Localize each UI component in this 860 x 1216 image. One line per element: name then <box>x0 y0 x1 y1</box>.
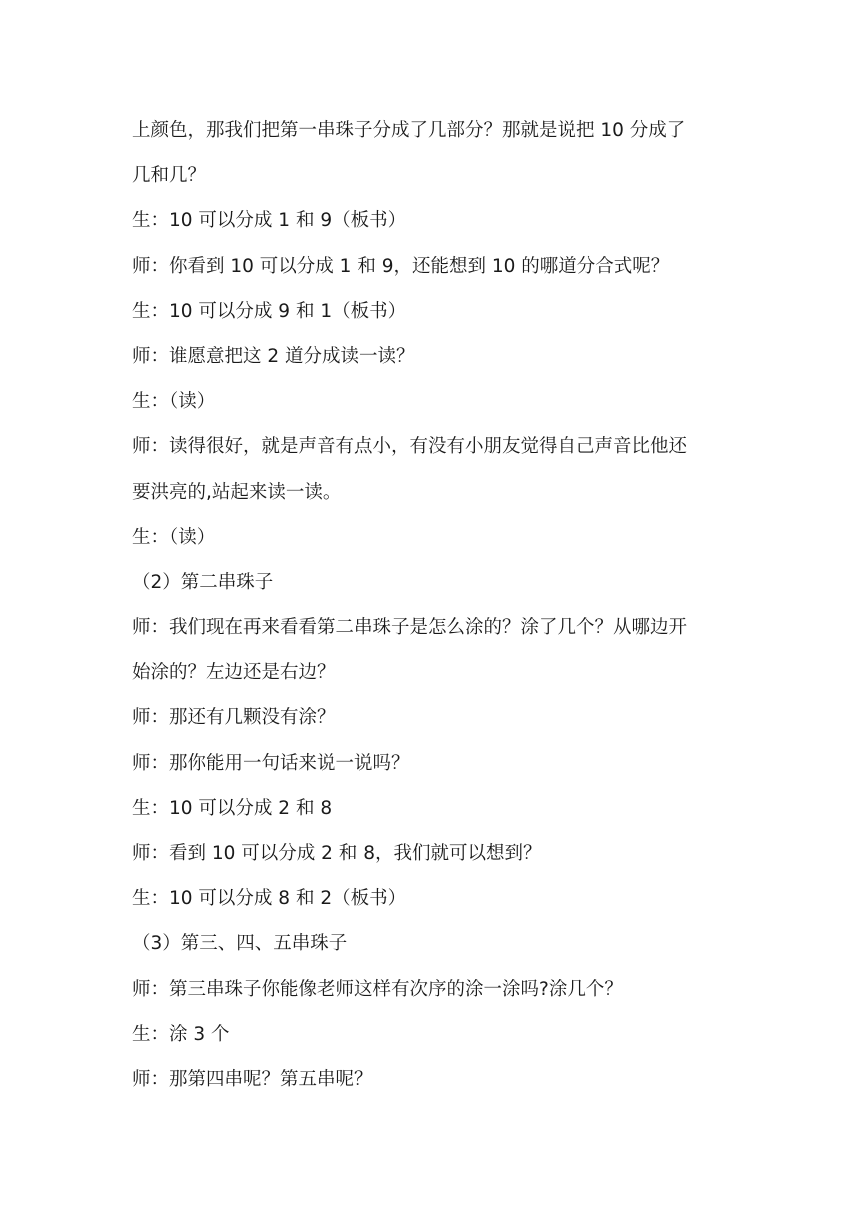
text-line: 师：那还有几颗没有涂？ <box>132 707 336 729</box>
text-line: 始涂的？左边还是右边？ <box>132 662 336 684</box>
text-line: 师：你看到 10 可以分成 1 和 9，还能想到 10 的哪道分合式呢？ <box>132 255 670 277</box>
text-line: 师：谁愿意把这 2 道分成读一读？ <box>132 345 415 367</box>
text-line: 师：那你能用一句话来说一说吗？ <box>132 752 410 774</box>
text-line: 几和几？ <box>132 165 207 187</box>
text-line: 师：看到 10 可以分成 2 和 8，我们就可以想到？ <box>132 843 542 864</box>
text-line: 生：10 可以分成 1 和 9（板书） <box>132 210 407 232</box>
text-line: 生：涂 3 个 <box>132 1023 230 1045</box>
text-line: 生：10 可以分成 8 和 2（板书） <box>132 888 407 910</box>
document-body <box>132 108 732 1102</box>
text-line: 师：读得很好，就是声音有点小，有没有小朋友觉得自己声音比他还 <box>132 436 688 458</box>
section-heading: （2）第二串珠子 <box>132 571 274 593</box>
text-line: 师：那第四串呢？第五串呢？ <box>132 1068 373 1090</box>
text-line: 生：（读） <box>132 526 216 548</box>
text-line: 要洪亮的,站起来读一读。 <box>132 481 342 503</box>
text-line: 师：我们现在再来看看第二串珠子是怎么涂的？涂了几个？从哪边开 <box>132 617 688 639</box>
section-heading: （3）第三、四、五串珠子 <box>132 933 348 955</box>
text-line: 生：（读） <box>132 391 216 413</box>
text-line: 生：10 可以分成 9 和 1（板书） <box>132 300 407 322</box>
text-line: 生：10 可以分成 2 和 8 <box>132 797 333 819</box>
text-line: 上颜色，那我们把第一串珠子分成了几部分？那就是说把 10 分成了 <box>132 120 686 141</box>
text-line: 师：第三串珠子你能像老师这样有次序的涂一涂吗?涂几个？ <box>132 978 623 1000</box>
